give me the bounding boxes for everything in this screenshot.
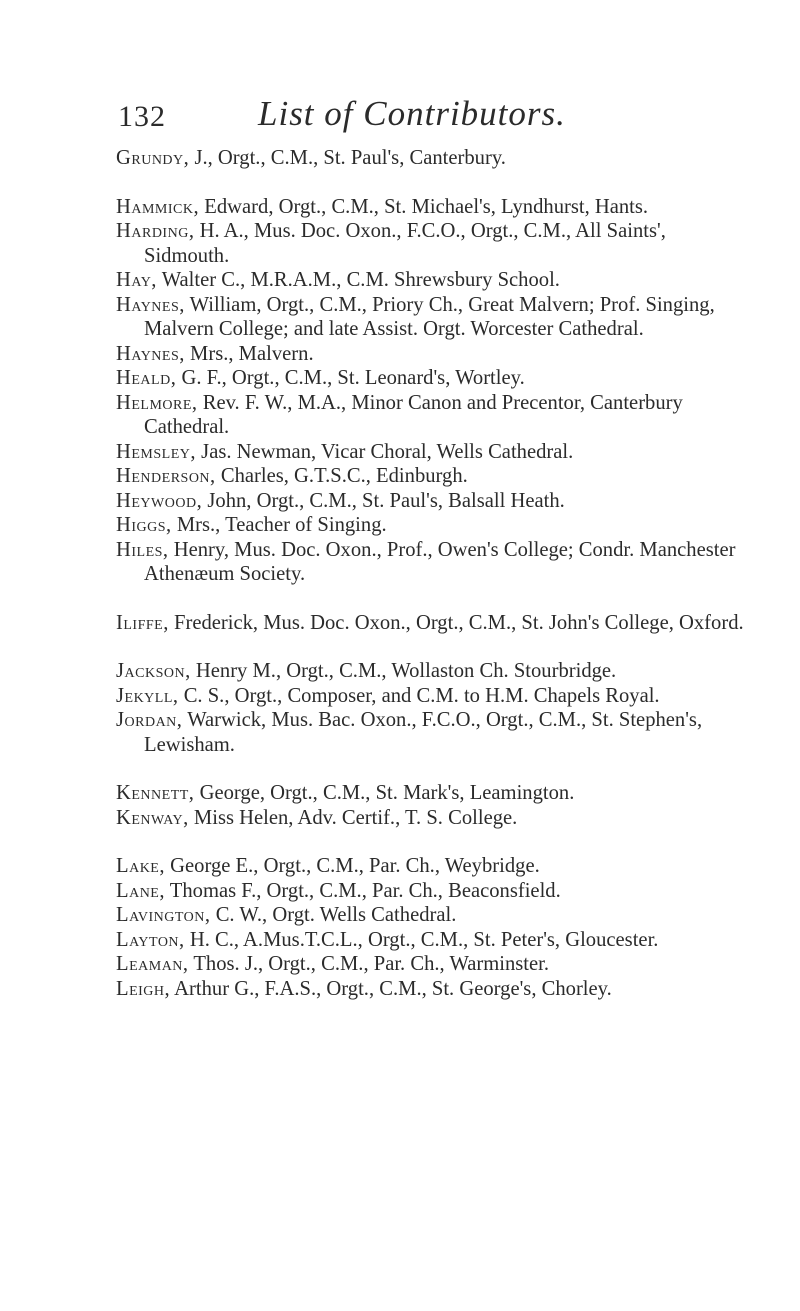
contributor-entry bbox=[116, 708, 756, 757]
contributor-entry bbox=[116, 611, 756, 636]
contributor-details: Jas. Newman, Vicar Choral, Wells Cathedral. bbox=[196, 440, 574, 463]
contributor-details: John, Orgt., C.M., St. Paul's, Balsall Heath. bbox=[202, 489, 565, 512]
contributor-surname: Hay, bbox=[116, 269, 157, 291]
letter-group-g bbox=[116, 146, 756, 171]
contributor-surname: Heywood, bbox=[116, 489, 203, 512]
contributor-entry bbox=[116, 440, 756, 465]
contributor-entry bbox=[116, 903, 756, 928]
contributor-surname: Iliffe, bbox=[116, 611, 169, 634]
contributor-surname: Jekyll, bbox=[116, 684, 179, 707]
contributor-surname: Leigh, bbox=[116, 977, 171, 1000]
contributor-details: Miss Helen, Adv. Certif., T. S. College. bbox=[188, 806, 518, 829]
contributor-surname: Lane, bbox=[116, 879, 166, 902]
contributor-details: H. A., Mus. Doc. Oxon., F.C.O., Orgt., C.M., All Saints', Sidmouth. bbox=[144, 220, 666, 267]
letter-group-h bbox=[116, 195, 756, 587]
contributor-surname: Kenway, bbox=[116, 806, 189, 829]
letter-group-j bbox=[116, 659, 756, 757]
contributor-surname: Kennett, bbox=[116, 782, 195, 804]
contributor-surname: Helmore, bbox=[116, 391, 198, 414]
contributor-entry bbox=[116, 928, 756, 953]
contributor-details: William, Orgt., C.M., Priory Ch., Great Malvern; Prof. Singing, Malvern College; and late Assist. Orgt. Worcester Cathedral. bbox=[144, 293, 715, 340]
contributor-details: Thomas F., Orgt., C.M., Par. Ch., Beaconsfield. bbox=[165, 879, 561, 902]
letter-group-k bbox=[116, 781, 756, 830]
contributor-surname: Lake, bbox=[116, 855, 166, 877]
contributor-entry bbox=[116, 146, 756, 171]
contributor-details: Mrs., Teacher of Singing. bbox=[171, 514, 387, 536]
contributor-surname: Jackson, bbox=[116, 660, 191, 682]
contributor-entry bbox=[116, 659, 756, 684]
contributor-surname: Hiles, bbox=[116, 538, 169, 561]
contributor-entry bbox=[116, 977, 756, 1002]
contributor-entry bbox=[116, 195, 756, 220]
contributor-details: Walter C., M.R.A.M., C.M. Shrewsbury School. bbox=[156, 269, 560, 291]
contributor-entry bbox=[116, 684, 756, 709]
contributor-surname: Hammick, bbox=[116, 195, 200, 218]
contributor-surname: Haynes, bbox=[116, 293, 185, 316]
contributor-entry bbox=[116, 806, 756, 831]
contributor-details: Thos. J., Orgt., C.M., Par. Ch., Warminster. bbox=[188, 953, 550, 975]
contributor-details: Edward, Orgt., C.M., St. Michael's, Lyndhurst, Hants. bbox=[199, 195, 649, 218]
contributor-entry bbox=[116, 342, 756, 367]
page-number: 132 bbox=[118, 100, 166, 133]
contributor-details: George, Orgt., C.M., St. Mark's, Leamington. bbox=[194, 782, 575, 804]
contributor-entry bbox=[116, 293, 756, 342]
contributor-details: Frederick, Mus. Doc. Oxon., Orgt., C.M., St. John's College, Oxford. bbox=[168, 611, 744, 634]
contributor-surname: Harding, bbox=[116, 220, 195, 242]
contributor-details: G. F., Orgt., C.M., St. Leonard's, Wortley. bbox=[176, 367, 525, 389]
contributor-surname: Haynes, bbox=[116, 342, 185, 365]
contributor-list bbox=[116, 146, 756, 1025]
contributor-details: George E., Orgt., C.M., Par. Ch., Weybridge. bbox=[165, 855, 540, 877]
contributor-details: J., Orgt., C.M., St. Paul's, Canterbury. bbox=[189, 147, 506, 169]
contributor-entry bbox=[116, 538, 756, 587]
contributor-entry bbox=[116, 219, 756, 268]
contributor-entry bbox=[116, 952, 756, 977]
contributor-entry bbox=[116, 391, 756, 440]
contributor-details: C. S., Orgt., Composer, and C.M. to H.M. Chapels Royal. bbox=[178, 684, 660, 707]
contributor-details: Arthur G., F.A.S., Orgt., C.M., St. George's, Chorley. bbox=[170, 977, 612, 1000]
contributor-surname: Jordan, bbox=[116, 709, 183, 731]
contributor-details: Henry, Mus. Doc. Oxon., Prof., Owen's College; Condr. Manchester Athenæum Society. bbox=[144, 538, 736, 585]
contributor-entry bbox=[116, 879, 756, 904]
contributor-details: Rev. F. W., M.A., Minor Canon and Precentor, Canterbury Cathedral. bbox=[144, 391, 683, 438]
contributor-entry bbox=[116, 268, 756, 293]
contributor-details: Charles, G.T.S.C., Edinburgh. bbox=[215, 465, 468, 487]
contributor-entry bbox=[116, 489, 756, 514]
contributor-details: Warwick, Mus. Bac. Oxon., F.C.O., Orgt., C.M., St. Stephen's, Lewisham. bbox=[144, 709, 703, 756]
letter-group-l bbox=[116, 854, 756, 1001]
contributor-entry bbox=[116, 781, 756, 806]
contributor-surname: Heald, bbox=[116, 367, 177, 389]
contributor-entry bbox=[116, 854, 756, 879]
contributor-details: C. W., Orgt. Wells Cathedral. bbox=[210, 904, 457, 926]
letter-group-i bbox=[116, 611, 756, 636]
contributor-surname: Hemsley, bbox=[116, 440, 197, 463]
running-head-title: List of Contributors. bbox=[258, 94, 566, 133]
contributor-surname: Leaman, bbox=[116, 953, 189, 975]
contributor-entry bbox=[116, 513, 756, 538]
contributor-entry bbox=[116, 366, 756, 391]
contributor-details: Mrs., Malvern. bbox=[184, 342, 314, 365]
contributor-entry bbox=[116, 464, 756, 489]
contributor-surname: Higgs, bbox=[116, 514, 172, 536]
contributor-surname: Layton, bbox=[116, 928, 185, 951]
contributor-details: Henry M., Orgt., C.M., Wollaston Ch. Stourbridge. bbox=[190, 660, 617, 682]
contributor-surname: Henderson, bbox=[116, 465, 216, 487]
contributor-surname: Grundy, bbox=[116, 147, 190, 169]
contributor-details: H. C., A.Mus.T.C.L., Orgt., C.M., St. Peter's, Gloucester. bbox=[184, 928, 659, 951]
contributor-surname: Lavington, bbox=[116, 904, 211, 926]
